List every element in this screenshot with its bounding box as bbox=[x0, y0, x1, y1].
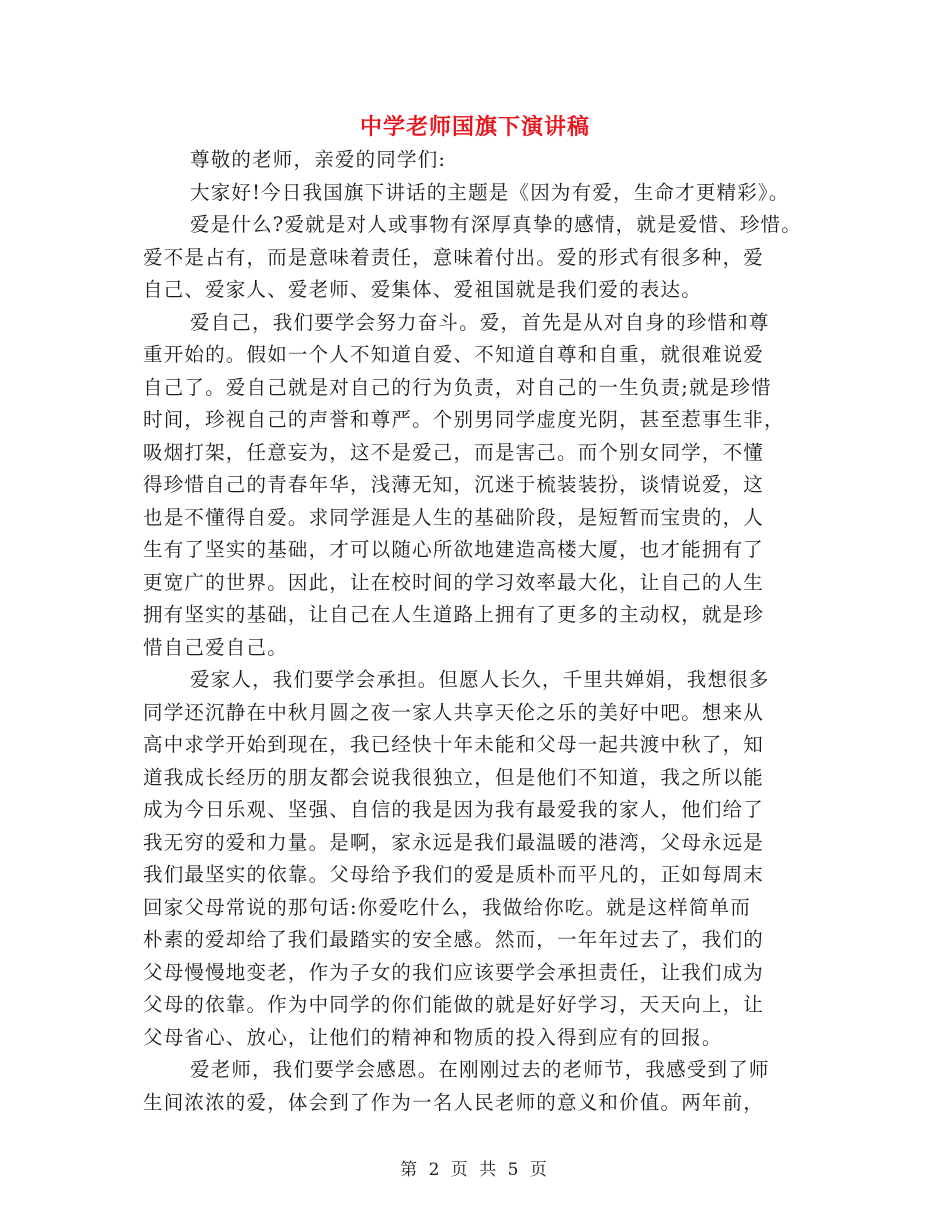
text-line: 尊敬的老师，亲爱的同学们: bbox=[190, 148, 447, 171]
text-line: 自己了。爱自己就是对自己的行为负责，对自己的一生负责;就是珍惜 bbox=[143, 375, 772, 399]
text-line: 爱自己，我们要学会努力奋斗。爱，首先是从对自身的珍惜和尊 bbox=[190, 310, 770, 334]
text-line: 拥有坚实的基础，让自己在人生道路上拥有了更多的主动权，就是珍 bbox=[143, 603, 765, 626]
text-line: 也是不懂得自爱。求同学涯是人生的基础阶段，是短暂而宝贵的，人 bbox=[143, 505, 765, 529]
text-line: 爱老师，我们要学会感恩。在刚刚过去的老师节，我感受到了师 bbox=[190, 1058, 770, 1081]
text-line: 重开始的。假如一个人不知道自爱、不知道自尊和自重，就很难说爱 bbox=[143, 343, 765, 366]
text-line: 朴素的爱却给了我们最踏实的安全感。然而，一年年过去了，我们的 bbox=[143, 928, 765, 951]
text-line: 成为今日乐观、坚强、自信的我是因为我有最爱我的家人，他们给了 bbox=[143, 798, 765, 821]
document-title: 中学老师国旗下演讲稿 bbox=[359, 115, 590, 140]
text-line: 父母慢慢地变老，作为子女的我们应该要学会承担责任，让我们成为 bbox=[143, 960, 765, 984]
text-line: 父母省心、放心，让他们的精神和物质的投入得到应有的回报。 bbox=[143, 1025, 723, 1049]
text-line: 我无穷的爱和力量。是啊，家永远是我们最温暖的港湾，父母永远是 bbox=[143, 830, 765, 854]
text-line: 自己、爱家人、爱老师、爱集体、爱祖国就是我们爱的表达。 bbox=[143, 278, 702, 301]
page-footer: 第 2 页 共 5 页 bbox=[400, 1160, 550, 1180]
text-line: 惜自己爱自己。 bbox=[143, 635, 288, 659]
text-line: 时间，珍视自己的声誉和尊严。个别男同学虚度光阴，甚至惹事生非， bbox=[143, 408, 785, 431]
text-line: 大家好!今日我国旗下讲话的主题是《因为有爱，生命才更精彩》。 bbox=[190, 180, 790, 204]
text-line: 生间浓浓的爱，体会到了作为一名人民老师的意义和价值。两年前， bbox=[143, 1090, 765, 1114]
text-line: 同学还沉静在中秋月圆之夜一家人共享天伦之乐的美好中吧。想来从 bbox=[143, 700, 765, 724]
document-body bbox=[143, 144, 833, 1119]
text-line: 我们最坚实的依靠。父母给予我们的爱是质朴而平凡的，正如每周末 bbox=[143, 863, 765, 886]
text-line: 得珍惜自己的青春年华，浅薄无知，沉迷于梳装装扮，谈情说爱，这 bbox=[143, 473, 765, 496]
text-line: 吸烟打架，任意妄为，这不是爱己，而是害己。而个别女同学，不懂 bbox=[143, 440, 765, 464]
text-line: 回家父母常说的那句话:你爱吃什么，我做给你吃。就是这样简单而 bbox=[143, 895, 752, 919]
text-line: 道我成长经历的朋友都会说我很独立，但是他们不知道，我之所以能 bbox=[143, 765, 765, 789]
text-line: 爱是什么?爱就是对人或事物有深厚真挚的感情，就是爱惜、珍惜。 bbox=[190, 213, 802, 236]
text-line: 爱家人，我们要学会承担。但愿人长久，千里共婵娟，我想很多 bbox=[190, 668, 770, 691]
text-line: 生有了坚实的基础，才可以随心所欲地建造高楼大厦，也才能拥有了 bbox=[143, 538, 765, 561]
text-line: 高中求学开始到现在，我已经快十年未能和父母一起共渡中秋了，知 bbox=[143, 733, 765, 756]
text-line: 更宽广的世界。因此，让在校时间的学习效率最大化，让自己的人生 bbox=[143, 570, 765, 594]
text-line: 父母的依靠。作为中同学的你们能做的就是好好学习，天天向上，让 bbox=[143, 993, 765, 1016]
text-line: 爱不是占有，而是意味着责任，意味着付出。爱的形式有很多种，爱 bbox=[143, 245, 765, 269]
